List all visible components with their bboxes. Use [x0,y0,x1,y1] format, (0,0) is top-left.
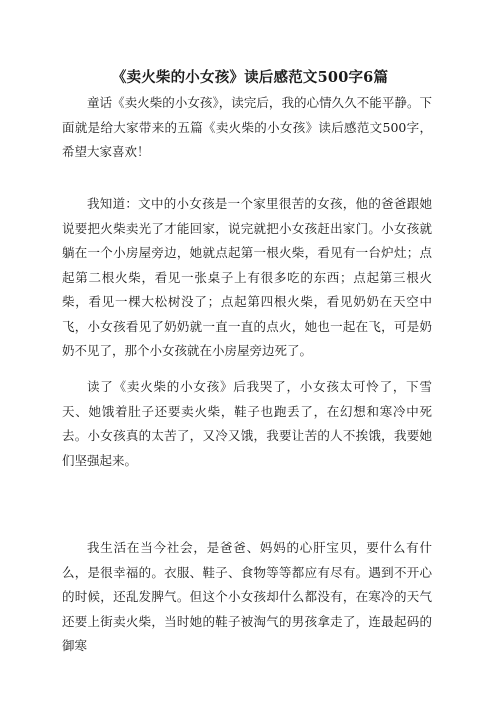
paragraph-intro: 童话《卖火柴的小女孩》，读完后，我的心情久久不能平静。下面就是给大家带来的五篇《卖火柴的小女孩》读后感范文500字，希望大家喜欢！ [62,95,432,159]
paragraph-reaction: 读了《卖火柴的小女孩》后我哭了，小女孩太可怜了，下雪天、她饿着肚子还要卖火柴，鞋子也跑丢了，在幻想和寒冷中死去。小女孩真的太苦了，又冷又饿，我要让苦的人不挨饿，我要她们坚强起来。 [62,379,432,468]
paragraph-reflection: 我生活在当今社会，是爸爸、妈妈的心肝宝贝，要什么有什么，是很幸福的。衣服、鞋子、食物等等都应有尽有。遇到不开心的时候，还乱发脾气。但这个小女孩却什么都没有，在寒冷的天气还要上街卖火柴，当时她的鞋子被淘气的男孩拿走了，连最起码的御寒 [62,540,432,653]
paragraph-story-summary: 我知道：文中的小女孩是一个家里很苦的女孩，他的爸爸跟她说要把火柴卖光了才能回家，说完就把小女孩赶出家门。小女孩就躺在一个小房屋旁边，她就点起第一根火柴，看见有一台炉灶；点起第二根火柴，看见一张桌子上有很多吃的东西；点起第三根火柴，看见一棵大松树没了；点起第四根火柴，看见奶奶在天空中飞，小女孩看见了奶奶就一直一直的点火，她也一起在飞，可是奶奶不见了，那个小女孩就在小房屋旁边死了。 [62,196,432,358]
document-title: 《卖火柴的小女孩》读后感范文500字6篇 [111,69,389,86]
